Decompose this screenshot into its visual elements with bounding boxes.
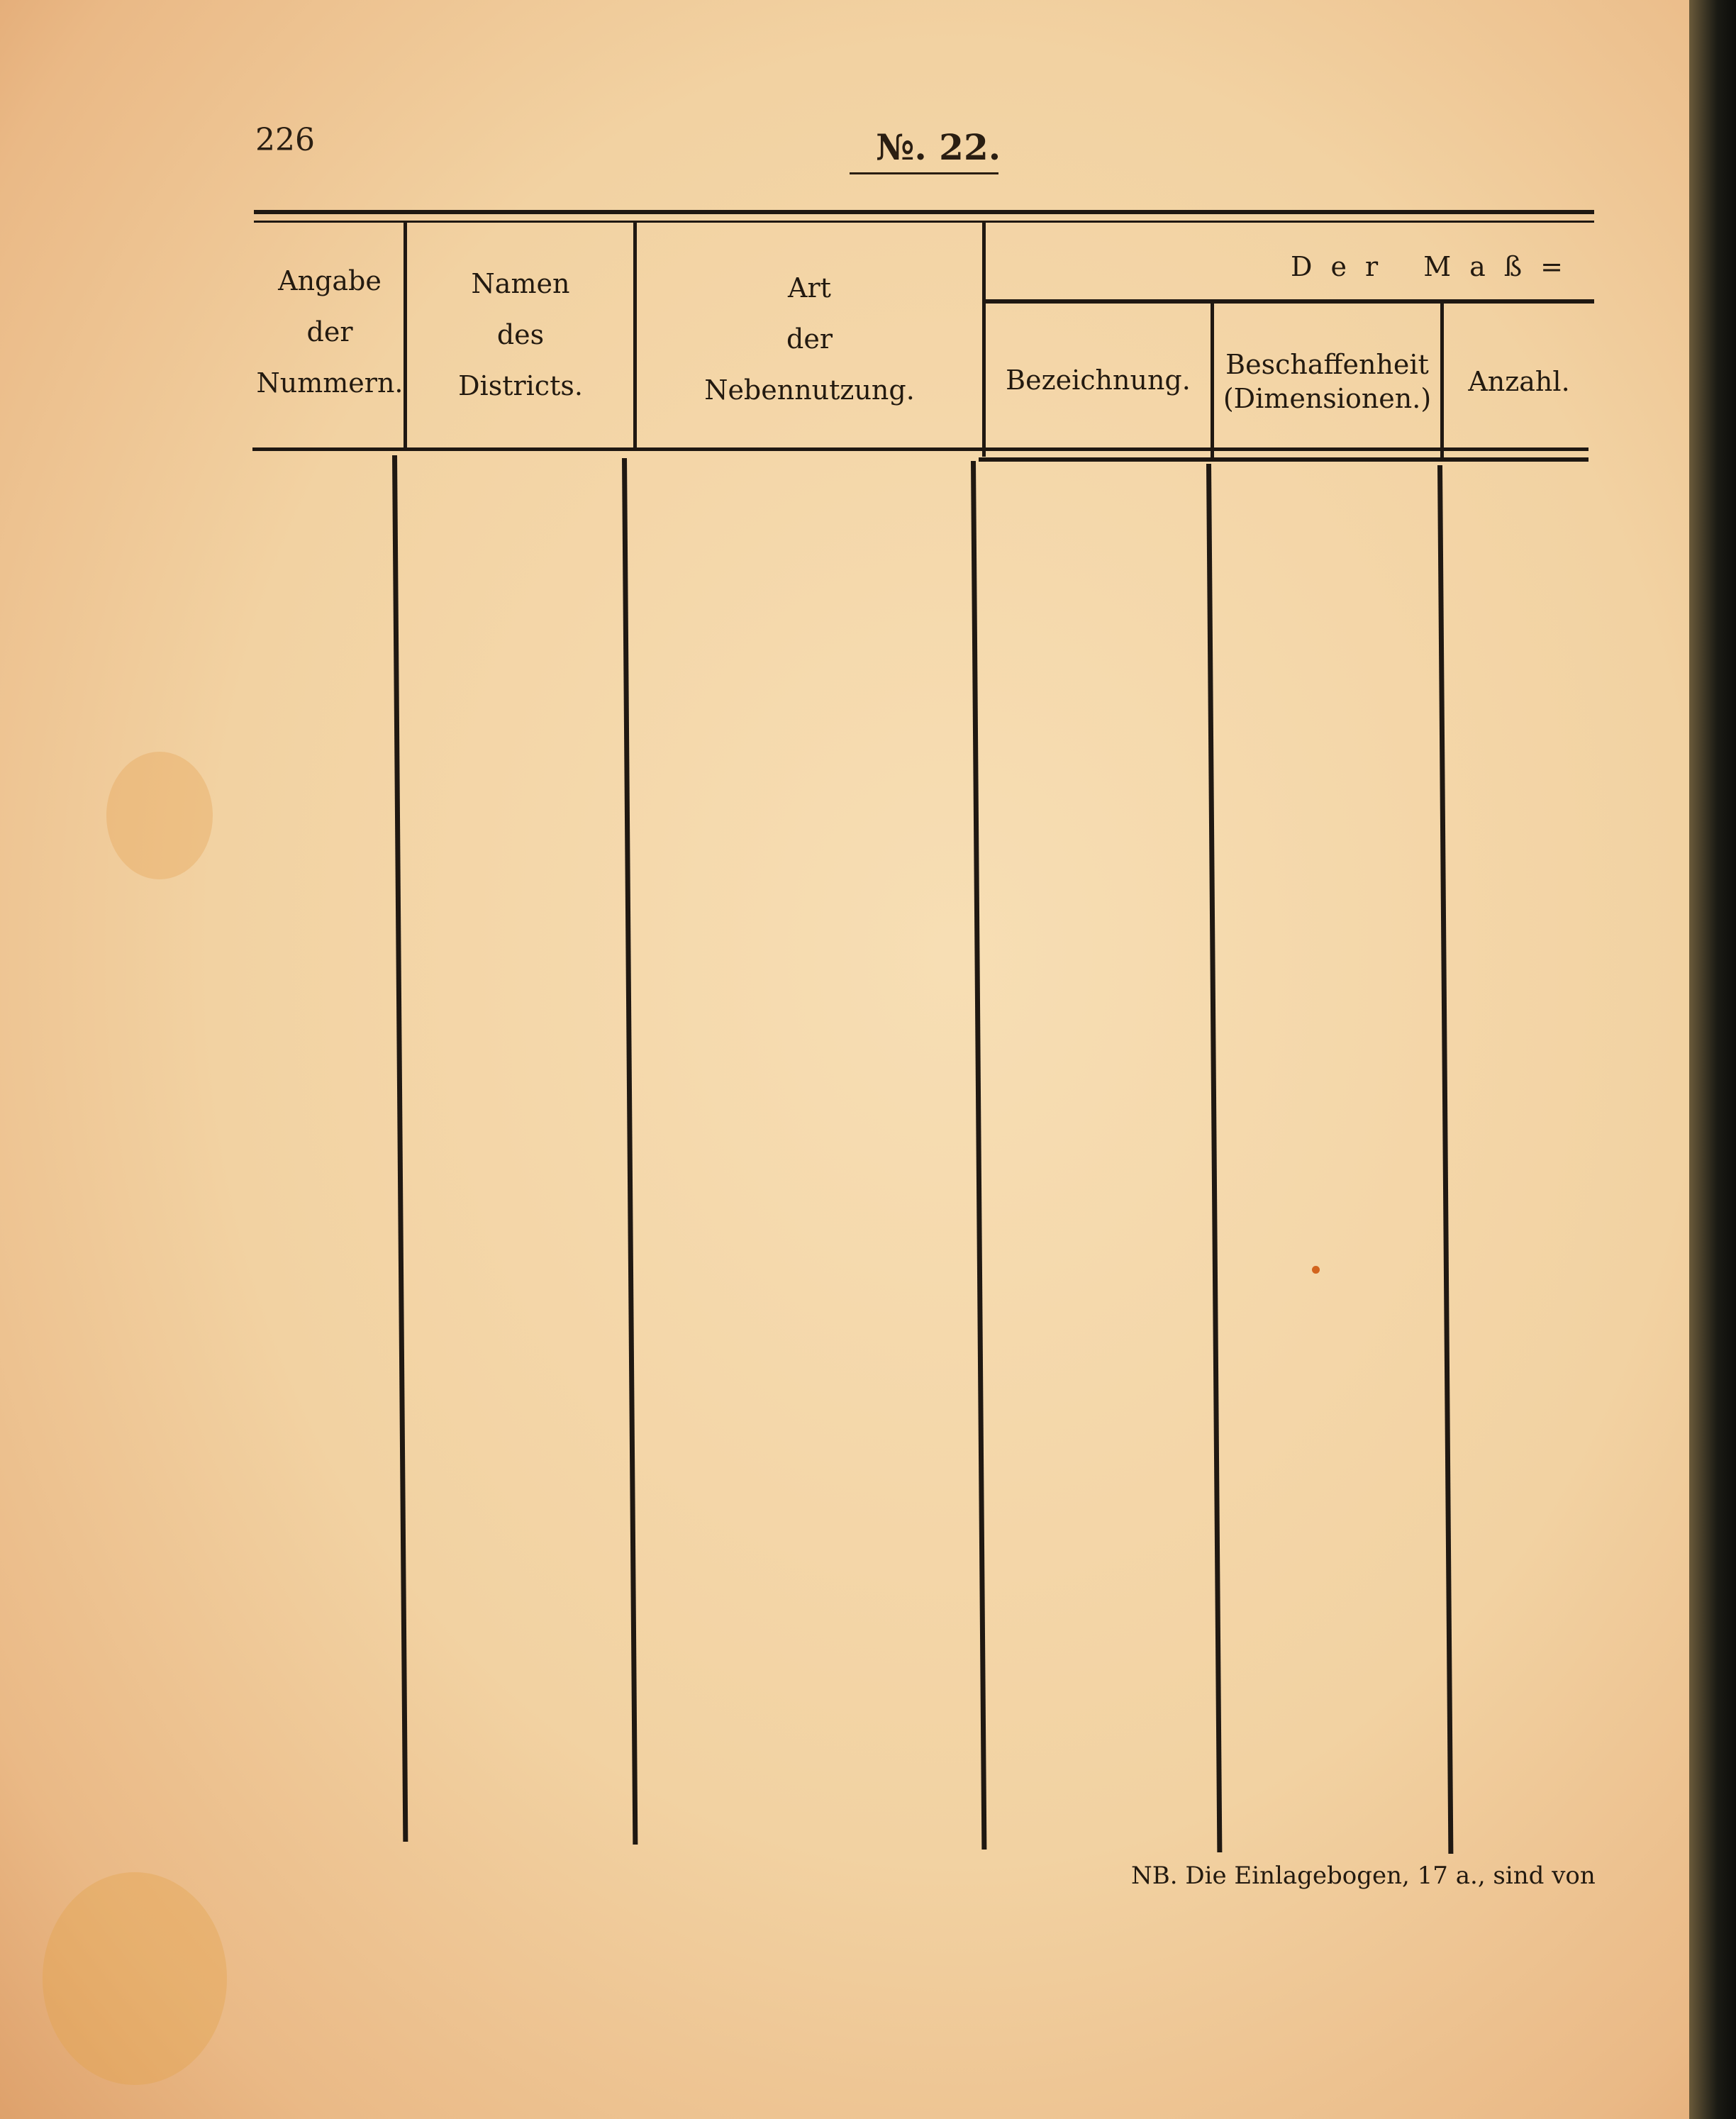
- document-number: №. 22.: [876, 126, 1001, 168]
- speck: [1312, 1266, 1320, 1274]
- group-label: Der Maß=: [1291, 251, 1581, 282]
- header-bottom-rule: [252, 447, 1588, 451]
- page-number: 226: [255, 122, 315, 158]
- header-beschaffenheit: Beschaffenheit (Dimensionen.): [1223, 349, 1432, 414]
- scan-edge: [1689, 0, 1736, 2119]
- header-bezeichnung: Bezeichnung.: [1006, 365, 1191, 396]
- header-angabe: Angabe der Nummern.: [256, 265, 404, 399]
- header-bottom-rule-right: [979, 457, 1588, 462]
- stain: [106, 752, 213, 879]
- stain: [43, 1872, 227, 2085]
- document-number-underline: [850, 172, 998, 174]
- group-rule: [986, 299, 1594, 304]
- table-top-rule: [254, 210, 1594, 214]
- header-art: Art der Nebennutzung.: [704, 272, 915, 406]
- header-anzahl: Anzahl.: [1468, 366, 1570, 397]
- table-top-rule-2: [254, 221, 1594, 223]
- footnote: NB. Die Einlagebogen, 17 a., sind von: [1131, 1862, 1596, 1890]
- header-namen: Namen des Districts.: [458, 268, 583, 401]
- col-rule-3-head: [982, 223, 986, 457]
